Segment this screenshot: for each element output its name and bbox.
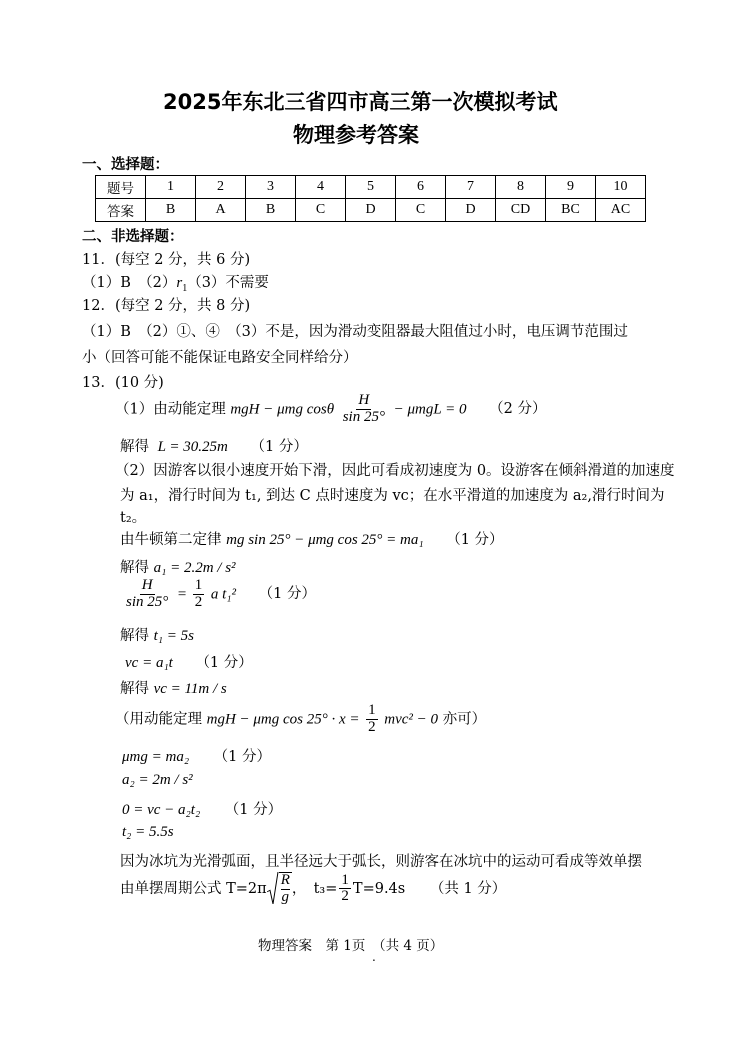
q11-answer xyxy=(82,271,269,294)
answer-title: 物理参考答案 xyxy=(293,123,419,147)
table-cell: 6 xyxy=(396,176,446,199)
table-cell: BC xyxy=(546,199,596,222)
table-cell: B xyxy=(246,199,296,222)
formula: L = 30.25m xyxy=(157,439,228,455)
vc-equation xyxy=(125,651,253,672)
text: 解得 xyxy=(120,439,149,455)
numerator: 1 xyxy=(341,871,349,888)
fraction xyxy=(366,703,378,736)
numerator: H xyxy=(358,392,370,408)
table-cell: 9 xyxy=(546,176,596,199)
q13-part2-line3: t₂。 xyxy=(120,510,147,526)
score: （共 1 分） xyxy=(429,880,507,897)
q13-part1-equation xyxy=(115,393,546,426)
score: （1 分） xyxy=(224,802,283,818)
denominator: sin 25° xyxy=(342,408,385,425)
table-cell: CD xyxy=(496,199,546,222)
exam-title: 2025年东北三省四市高三第一次模拟考试 xyxy=(163,90,558,114)
alternative-method xyxy=(115,703,486,736)
score: （1 分） xyxy=(213,749,271,765)
formula: vc = 11m / s xyxy=(153,681,227,697)
text: 亦可） xyxy=(442,711,487,728)
table-cell: D xyxy=(446,199,496,222)
radical-sign-icon xyxy=(267,872,279,906)
table-cell: 答案 xyxy=(96,199,146,222)
score: （2 分） xyxy=(489,401,547,418)
table-cell: C xyxy=(296,199,346,222)
newton-second-law xyxy=(120,528,504,549)
denominator: g xyxy=(281,888,290,905)
q11-subscript: 1 xyxy=(182,282,188,294)
section-choice-heading: 一、选择题： xyxy=(82,156,169,173)
displacement-equation xyxy=(122,578,316,611)
formula: t₁ = 5s xyxy=(153,628,194,644)
score: （1 分） xyxy=(446,532,504,548)
score: （1 分） xyxy=(195,655,253,671)
table-cell: 1 xyxy=(146,176,196,199)
text: 由单摆周期公式 T=2π xyxy=(120,880,267,897)
fraction xyxy=(341,393,387,426)
formula: − μmgL = 0 xyxy=(393,401,467,418)
q12-answer-line2: 小（回答可能不能保证电路安全同样给分） xyxy=(82,350,358,366)
formula: t₂ = 5.5s xyxy=(122,824,174,840)
table-cell: 4 xyxy=(296,176,346,199)
t1-result xyxy=(120,624,194,645)
footer-dot: . xyxy=(372,950,376,964)
fraction xyxy=(124,578,170,611)
q11-symbol: r xyxy=(176,275,183,291)
page-footer: 物理答案 第 1页 （共 4 页） xyxy=(258,938,444,954)
text: （1）由动能定理 xyxy=(115,401,226,418)
table-cell: 3 xyxy=(246,176,296,199)
formula: vc = a₁t xyxy=(125,655,173,671)
table-cell: C xyxy=(396,199,446,222)
table-cell: 10 xyxy=(596,176,646,199)
numerator: 1 xyxy=(368,702,376,718)
a1-result xyxy=(120,556,236,577)
t2-result xyxy=(122,824,174,841)
table-row xyxy=(96,199,646,222)
formula: a₂ = 2m / s² xyxy=(122,772,193,788)
formula: mg sin 25° − μmg cos 25° = ma₁ xyxy=(226,532,424,548)
q13-part2-line1: （2）因游客以很小速度开始下滑，因此可看成初速度为 0。设游客在倾斜滑道的加速度 xyxy=(115,463,675,479)
text: T=9.4s xyxy=(352,880,406,897)
denominator: 2 xyxy=(341,888,349,905)
fraction xyxy=(193,578,205,611)
text: （用动能定理 xyxy=(115,711,202,728)
formula: mgH − μmg cosθ xyxy=(230,401,335,418)
q11-heading: 11．(每空 2 分，共 6 分) xyxy=(82,252,251,268)
numerator: R xyxy=(280,872,290,888)
table-cell: 题号 xyxy=(96,176,146,199)
q13-part2-line2: 为 a₁，滑行时间为 t₁, 到达 C 点时速度为 vc；在水平滑道的加速度为 a₂,滑行时间为 xyxy=(120,488,665,504)
formula: a₁ = 2.2m / s² xyxy=(153,560,236,576)
text: 解得 xyxy=(120,681,149,697)
square-root xyxy=(267,872,292,906)
friction-equation xyxy=(122,745,271,766)
t2-equation xyxy=(122,798,282,819)
table-row xyxy=(96,176,646,199)
text: 由牛顿第二定律 xyxy=(120,532,222,548)
fraction xyxy=(339,873,351,906)
formula: = xyxy=(176,586,191,603)
formula: mgH − μmg cos 25° · x = xyxy=(206,711,360,728)
vc-result xyxy=(120,677,227,698)
text: 解得 xyxy=(120,560,149,576)
answer-table xyxy=(95,175,646,222)
formula: 0 = vc − a₂t₂ xyxy=(122,802,201,818)
table-cell: 2 xyxy=(196,176,246,199)
table-cell: AC xyxy=(596,199,646,222)
table-cell: A xyxy=(196,199,246,222)
q13-heading: 13．(10 分) xyxy=(82,375,164,391)
numerator: 1 xyxy=(194,577,203,593)
q13-part1-result xyxy=(120,435,308,456)
denominator: 2 xyxy=(368,718,376,735)
table-cell: B xyxy=(146,199,196,222)
pendulum-period xyxy=(120,872,506,906)
table-cell: 7 xyxy=(446,176,496,199)
q12-answer-line1: （1）B （2）①、④ （3）不是，因为滑动变阻器最大阻值过小时，电压调节范围过 xyxy=(82,324,628,340)
table-cell: D xyxy=(346,199,396,222)
formula: μmg = ma₂ xyxy=(122,749,190,765)
denominator: sin 25° xyxy=(126,593,169,610)
a2-result xyxy=(122,772,193,789)
q12-heading: 12．(每空 2 分，共 8 分) xyxy=(82,298,251,314)
formula: a t₁² xyxy=(210,586,236,603)
denominator: 2 xyxy=(194,593,203,610)
section-nonchoice-heading: 二、非选择题： xyxy=(82,228,184,245)
table-cell: 8 xyxy=(496,176,546,199)
pendulum-statement: 因为冰坑为光滑弧面，且半径远大于弧长，则游客在冰坑中的运动可看成等效单摆 xyxy=(120,854,642,870)
formula: mvc² − 0 xyxy=(384,711,439,728)
q11-part-a: （1）B （2） xyxy=(82,275,177,291)
table-cell: 5 xyxy=(346,176,396,199)
text: 解得 xyxy=(120,628,149,644)
text: ， t₃= xyxy=(291,880,338,897)
score: （1 分） xyxy=(258,586,316,603)
q11-part-b: （3）不需要 xyxy=(187,275,269,291)
numerator: H xyxy=(141,577,153,593)
score: （1 分） xyxy=(250,439,308,455)
